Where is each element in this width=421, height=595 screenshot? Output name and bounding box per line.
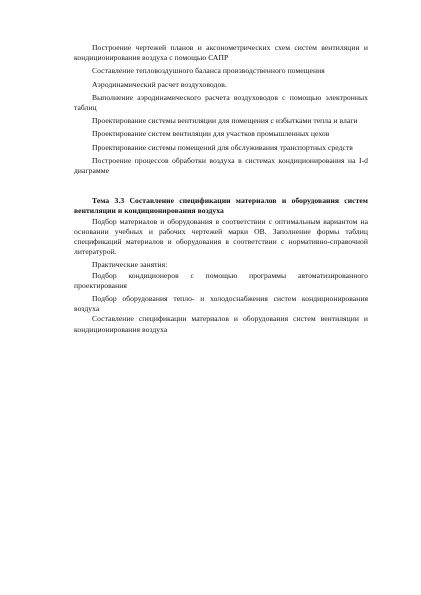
paragraph-item: Составление спецификации материалов и оборудования систем вентиляции и кондиционирования воздуха	[74, 314, 368, 334]
paragraph-item: Построение процессов обработки воздуха в системах кондиционирования на I-d диаграмме	[74, 155, 368, 176]
paragraph-item: Проектирование системы помещений для обслуживания транспортных средств	[92, 142, 353, 152]
topic-label: Тема 3.3	[92, 196, 125, 206]
paragraph-item: Проектирование системы вентиляции для помещения с избытками тепла и влаги	[92, 116, 358, 126]
topic-title: Составление спецификации материалов и оборудования систем вентиляции и кондиционирования воздуха	[74, 196, 368, 216]
paragraph-item: Аэродинамический расчет воздуховодов.	[92, 79, 227, 89]
paragraph-item: Выполнение аэродинамического расчета воздуховодов с помощью электронных таблиц	[74, 92, 368, 113]
topic-heading	[74, 196, 368, 216]
paragraph-item: Подбор оборудования тепло- и холодоснабжения систем кондиционирования воздуха	[74, 294, 368, 314]
paragraph-item: Составление тепловоздушного баланса производственного помещения	[92, 66, 325, 76]
topic-description: Подбор материалов и оборудования в соответствии с оптимальным вариантом на основании учебных и рабочих чертежей марки ОВ. Заполнение формы таблиц спецификаций материалов и оборудования в соответствии с нормативно-справочной литературой.	[74, 216, 368, 257]
paragraph-item: Проектирование систем вентиляции для участков промышленных цехов	[92, 129, 330, 139]
paragraph-item: Построение чертежей планов и аксонометрических схем систем вентиляции и кондиционирования воздуха с помощью САПР	[74, 43, 368, 63]
paragraph-item: Подбор кондиционеров с помощью программы автоматизированного проектирования	[74, 270, 368, 290]
practical-heading: Практические занятия:	[92, 260, 168, 270]
document-body	[74, 43, 368, 335]
